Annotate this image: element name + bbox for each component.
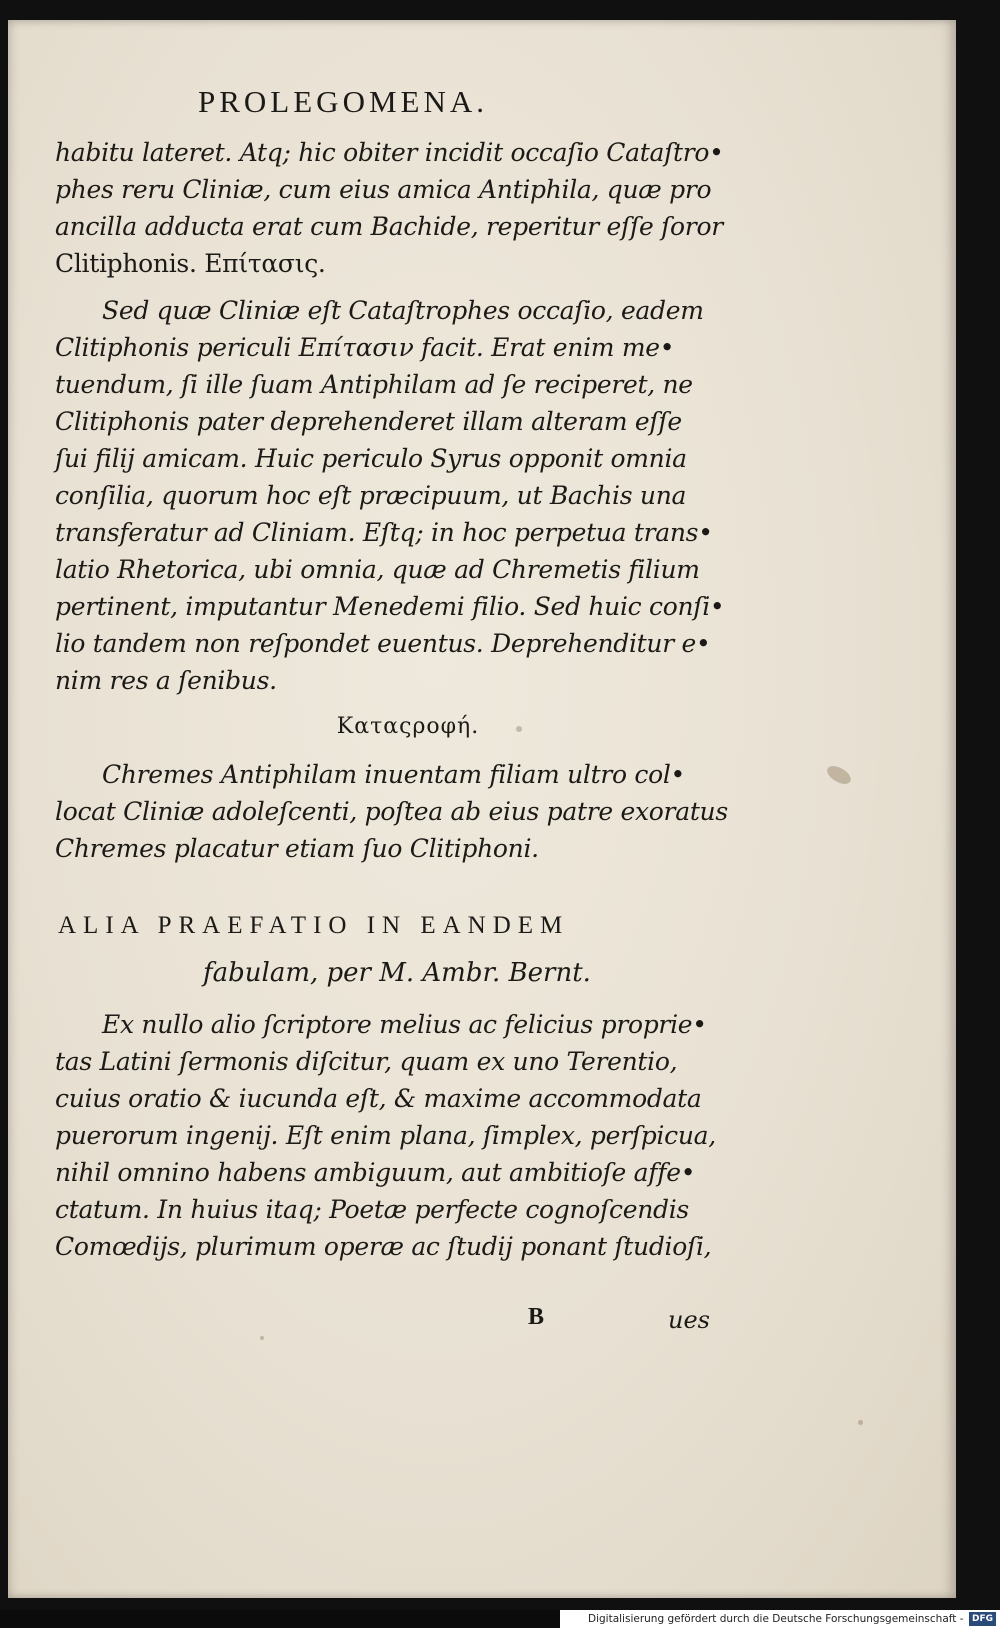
text-line: ſui filij amicam. Huic periculo Syrus opponit omnia	[55, 444, 687, 473]
section-title: ALIA PRAEFATIO IN EANDEM	[58, 912, 570, 939]
text-line: pertinent, imputantur Menedemi filio. Sed huic conſi•	[55, 592, 725, 621]
text-line: phes reru Cliniæ, cum eius amica Antiphila, quæ pro	[55, 175, 712, 204]
text-line: Chremes Antiphilam inuentam filiam ultro col•	[102, 760, 685, 789]
text-line: tuendum, ſi ille ſuam Antiphilam ad ſe reciperet, ne	[55, 370, 693, 399]
text-line: transferatur ad Cliniam. Eſtq; in hoc perpetua trans•	[55, 518, 713, 547]
footer-credit: Digitalisierung gefördert durch die Deutsche Forschungsgemeinschaft -	[588, 1613, 964, 1625]
book-page	[8, 20, 956, 1598]
catchword: ues	[668, 1306, 710, 1334]
text-line: cuius oratio & iucunda eſt, & maxime accommodata	[55, 1084, 702, 1113]
text-line: Ex nullo alio ſcriptore melius ac felicius proprie•	[102, 1010, 707, 1039]
text-line: conſilia, quorum hoc eſt præcipuum, ut Bachis una	[55, 481, 687, 510]
text-line: puerorum ingenij. Eſt enim plana, ſimplex, perſpicua,	[55, 1121, 716, 1150]
dfg-logo[interactable]: DFG	[969, 1612, 996, 1626]
running-header: PROLEGOMENA.	[198, 84, 488, 119]
catastrophe-heading: Καταςροφή.	[336, 714, 480, 739]
section-subtitle: fabulam, per M. Ambr. Bernt.	[203, 958, 591, 988]
page-text	[8, 20, 956, 1598]
text-line: Sed quæ Cliniæ eſt Cataſtrophes occaſio, eadem	[102, 296, 704, 325]
text-line: ancilla adducta erat cum Bachide, reperitur eſſe ſoror	[55, 212, 723, 241]
text-line: nim res a ſenibus.	[55, 666, 277, 695]
digitization-footer	[560, 1610, 1000, 1628]
text-line: ctatum. In huius itaq; Poetæ perfecte cognoſcendis	[55, 1195, 689, 1224]
text-line: latio Rhetorica, ubi omnia, quæ ad Chremetis filium	[55, 555, 700, 584]
text-line: tas Latini ſermonis diſcitur, quam ex uno Terentio,	[55, 1047, 678, 1076]
text-line: Comœdijs, plurimum operæ ac ſtudij ponant ſtudioſi,	[55, 1232, 712, 1261]
signature-mark: B	[528, 1304, 545, 1330]
text-line: habitu lateret. Atq; hic obiter incidit occaſio Cataſtro•	[55, 138, 724, 167]
text-line: Chremes placatur etiam ſuo Clitiphoni.	[55, 834, 539, 863]
text-line: nihil omnino habens ambiguum, aut ambitioſe affe•	[55, 1158, 696, 1187]
text-line: lio tandem non reſpondet euentus. Deprehenditur e•	[55, 629, 711, 658]
text-line: Clitiphonis pater deprehenderet illam alteram eſſe	[55, 407, 682, 436]
text-line: Clitiphonis. Επίτασις.	[55, 249, 326, 278]
text-line: locat Cliniæ adoleſcenti, poſtea ab eius patre exoratus	[55, 797, 728, 826]
text-line: Clitiphonis periculi Επίτασιν facit. Erat enim me•	[55, 333, 675, 362]
